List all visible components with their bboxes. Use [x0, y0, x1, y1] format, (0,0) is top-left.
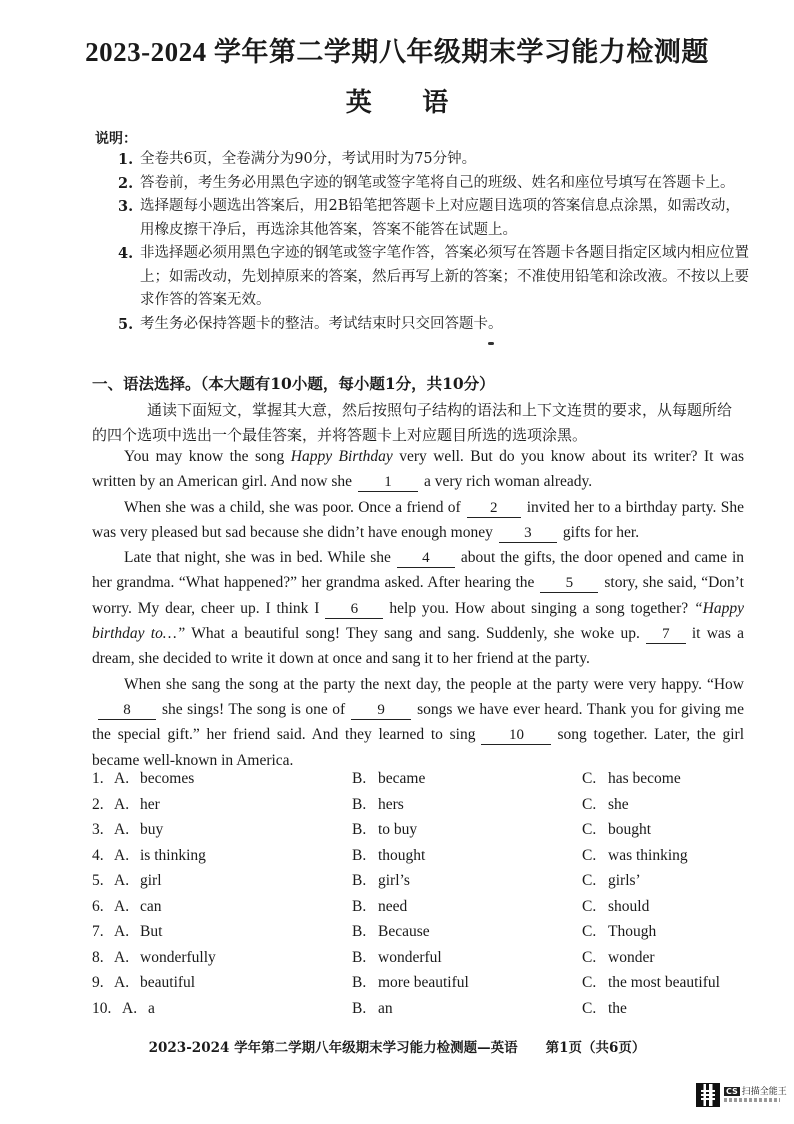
- option-letter: B.: [352, 897, 367, 915]
- option-a[interactable]: [92, 872, 162, 890]
- option-text: girl: [140, 872, 162, 889]
- answer-blank: 4: [397, 549, 455, 568]
- note-item: [118, 172, 750, 196]
- option-b[interactable]: [352, 974, 469, 992]
- question-options: [92, 898, 752, 924]
- answer-blank: 5: [540, 574, 598, 593]
- passage-text: What a beautiful song! They sang and sang. Suddenly, she woke up.: [185, 625, 640, 643]
- option-text: beautiful: [140, 974, 196, 991]
- option-c[interactable]: [582, 923, 656, 941]
- option-letter: A.: [114, 948, 130, 966]
- option-text: bought: [608, 821, 652, 838]
- note-text: 答卷前，考生务必用黑色字迹的钢笔或签字笔将自己的班级、姓名和座位号填写在答题卡上。: [140, 174, 735, 191]
- option-c[interactable]: [582, 898, 649, 916]
- option-text: an: [378, 999, 393, 1017]
- note-item: [118, 148, 750, 172]
- page-number: 第1页（共6页）: [545, 1040, 646, 1056]
- option-b[interactable]: [352, 770, 425, 788]
- option-text: was thinking: [608, 846, 688, 864]
- question-options: [92, 949, 752, 975]
- option-letter: C.: [582, 846, 597, 864]
- option-letter: C.: [582, 821, 597, 838]
- passage-text: about the gifts, the door opened and came in her grandma. “What happened?” her grandma asked. After hearing the: [92, 549, 744, 592]
- option-text: is thinking: [140, 846, 206, 864]
- question-options: [92, 923, 752, 949]
- option-letter: B.: [352, 974, 367, 991]
- passage-text: songs we have ever heard. Thank you for giving me the special gift.” her friend said. And they learned to sing: [92, 700, 744, 744]
- reading-passage: [92, 444, 744, 773]
- option-letter: A.: [122, 999, 138, 1017]
- question-number: 9.: [92, 974, 104, 991]
- option-c[interactable]: [582, 770, 681, 788]
- option-letter: B.: [352, 872, 367, 889]
- note-text: 全卷共6页，全卷满分为90分，考试用时为75分钟。: [140, 151, 477, 167]
- option-letter: C.: [582, 948, 597, 966]
- note-number: 5.: [118, 315, 134, 333]
- option-letter: C.: [582, 795, 597, 813]
- passage-paragraph: [92, 444, 744, 495]
- notes-list: [118, 148, 750, 336]
- answer-blank: 1: [358, 473, 418, 492]
- question-number: 10.: [92, 999, 112, 1017]
- question-options: [92, 770, 752, 796]
- option-text: hers: [378, 795, 404, 813]
- option-text: the: [608, 999, 627, 1017]
- answer-blank: 2: [467, 499, 521, 518]
- option-a[interactable]: [92, 923, 162, 941]
- option-c[interactable]: [582, 949, 655, 967]
- option-letter: C.: [582, 770, 597, 787]
- passage-text: it was a dream, she decided to write it down at once and sang it to her friend at the party.: [92, 625, 744, 668]
- option-a[interactable]: [92, 770, 194, 788]
- answer-blank: 3: [499, 524, 557, 543]
- note-item: [118, 242, 750, 313]
- answer-blank: 10: [481, 726, 551, 745]
- passage-text: story, she said, “Don’t worry. My dear, cheer up. I think I: [92, 574, 744, 617]
- question-options: [92, 872, 752, 898]
- answer-options: [92, 770, 752, 1025]
- question-options: [92, 821, 752, 847]
- subject-title: 英 语: [345, 88, 471, 117]
- option-letter: B.: [352, 795, 367, 813]
- option-letter: A.: [114, 897, 130, 915]
- question-number: 4.: [92, 846, 104, 864]
- option-letter: A.: [114, 846, 130, 864]
- passage-text: When she sang the song at the party the next day, the people at the party were very happy. “How: [124, 675, 744, 693]
- option-text: need: [378, 897, 408, 915]
- passage-text: Late that night, she was in bed. While she: [124, 549, 391, 567]
- note-number: 2.: [118, 174, 134, 192]
- option-text: can: [140, 897, 162, 915]
- option-a[interactable]: [92, 847, 206, 865]
- option-b[interactable]: [352, 949, 442, 967]
- stray-mark: [488, 342, 494, 345]
- option-text: became: [378, 770, 426, 787]
- option-text: should: [608, 897, 650, 915]
- passage-text: invited her to a birthday party. She was very pleased but sad because she didn’t have enough money: [92, 498, 744, 541]
- option-letter: C.: [582, 974, 597, 991]
- option-text: the most beautiful: [608, 974, 720, 991]
- option-letter: B.: [352, 846, 367, 864]
- note-number: 1.: [118, 151, 134, 168]
- note-item: [118, 313, 750, 337]
- option-b[interactable]: [352, 847, 425, 865]
- option-a[interactable]: [92, 949, 216, 967]
- qr-code-icon: [697, 1084, 719, 1106]
- passage-paragraph: [92, 495, 744, 546]
- note-text: 非选择题必须用黑色字迹的钢笔或签字笔作答，答案必须写在答题卡各题目指定区域内相应位置上；如需改动，先划掉原来的答案，然后再写上新的答案；不准使用铅笔和涂改液。不按以上要求作答的答案无效。: [140, 245, 749, 308]
- note-item: [118, 195, 750, 242]
- question-number: 2.: [92, 795, 104, 813]
- option-letter: C.: [582, 923, 597, 940]
- option-text: thought: [378, 846, 426, 864]
- song-lyric: “Happy birthday to…”: [92, 599, 744, 643]
- option-c[interactable]: [582, 974, 720, 992]
- option-text: has become: [608, 770, 681, 787]
- answer-blank: 6: [325, 600, 383, 619]
- option-letter: A.: [114, 974, 130, 991]
- question-options: [92, 1000, 752, 1026]
- option-b[interactable]: [352, 872, 410, 890]
- scanner-subtext: [724, 1098, 780, 1102]
- question-number: 3.: [92, 821, 104, 838]
- option-b[interactable]: [352, 821, 417, 839]
- answer-blank: 9: [351, 701, 411, 720]
- passage-text: gifts for her.: [562, 523, 640, 541]
- option-letter: A.: [114, 821, 130, 838]
- passage-paragraph: [92, 672, 744, 773]
- section-heading: 一、语法选择。（本大题有10小题，每小题1分，共10分）: [92, 374, 495, 393]
- question-options: [92, 796, 752, 822]
- answer-blank: 7: [646, 625, 686, 644]
- passage-text: song together. Later, the girl became well-known in America.: [92, 726, 745, 769]
- option-text: girls’: [608, 872, 641, 889]
- scanner-watermark: [724, 1084, 787, 1097]
- question-number: 6.: [92, 897, 104, 915]
- option-text: she: [608, 795, 629, 813]
- option-letter: A.: [114, 770, 130, 787]
- question-options: [92, 847, 752, 873]
- answer-blank: 8: [98, 701, 156, 720]
- question-number: 1.: [92, 770, 104, 787]
- option-text: becomes: [140, 770, 195, 787]
- option-b[interactable]: [352, 898, 407, 916]
- exam-title: 2023-2024 学年第二学期八年级期末学习能力检测题: [85, 37, 709, 67]
- question-number: 5.: [92, 872, 104, 889]
- question-options: [92, 974, 752, 1000]
- option-letter: B.: [352, 923, 367, 940]
- passage-paragraph: [92, 545, 744, 671]
- option-text: wonderfully: [140, 948, 216, 966]
- page-footer: [0, 1036, 794, 1056]
- option-text: her: [140, 795, 160, 813]
- option-letter: B.: [352, 948, 367, 966]
- option-text: buy: [140, 821, 164, 838]
- option-text: more beautiful: [378, 974, 469, 991]
- option-c[interactable]: [582, 847, 688, 865]
- option-c[interactable]: [582, 796, 629, 814]
- option-letter: B.: [352, 821, 367, 838]
- passage-text: help you. How about singing a song together?: [389, 599, 695, 617]
- option-letter: C.: [582, 999, 597, 1017]
- option-b[interactable]: [352, 796, 404, 814]
- note-text: 选择题每小题选出答案后，用2B铅笔把答题卡上对应题目选项的答案信息点涂黑，如需改动，用橡皮擦干净后，再选涂其他答案，答案不能答在试题上。: [140, 198, 740, 238]
- option-c[interactable]: [582, 1000, 627, 1018]
- option-c[interactable]: [582, 821, 651, 839]
- option-text: wonder: [608, 948, 655, 966]
- option-letter: B.: [352, 770, 367, 787]
- passage-text: When she was a child, she was poor. Once a friend of: [124, 498, 461, 516]
- question-number: 7.: [92, 923, 104, 940]
- section-instructions: 通读下面短文，掌握其大意，然后按照句子结构的语法和上下文连贯的要求，从每题所给的四个选项中选出一个最佳答案，并将答题卡上对应题目所选的选项涂黑。: [92, 401, 733, 444]
- passage-text: she sings! The song is one of: [162, 700, 346, 718]
- option-text: to buy: [378, 821, 418, 838]
- option-c[interactable]: [582, 872, 641, 890]
- option-text: wonderful: [378, 948, 442, 966]
- question-number: 8.: [92, 948, 104, 966]
- option-text: Though: [608, 923, 657, 940]
- passage-text: You may know the song: [124, 448, 291, 465]
- cs-logo-icon: CS: [726, 1087, 738, 1096]
- scanner-label: 扫描全能王: [741, 1087, 787, 1097]
- passage-text: very well. But do you know about its writer? It was written by an American girl. And now she: [92, 448, 745, 491]
- option-letter: B.: [352, 999, 367, 1017]
- option-a[interactable]: [92, 821, 163, 839]
- option-letter: C.: [582, 897, 597, 915]
- option-text: a: [148, 999, 155, 1017]
- song-title: Happy Birthday: [290, 448, 393, 465]
- option-text: girl’s: [378, 872, 410, 889]
- option-text: But: [140, 923, 163, 940]
- note-number: 3.: [118, 198, 134, 215]
- option-b[interactable]: [352, 923, 430, 941]
- option-a[interactable]: [92, 974, 195, 992]
- footer-title: 2023-2024 学年第二学期八年级期末学习能力检测题—英语: [148, 1040, 518, 1056]
- option-a[interactable]: [92, 796, 160, 814]
- notes-heading: 说明：: [95, 132, 137, 147]
- option-b[interactable]: [352, 1000, 393, 1018]
- passage-text: a very rich woman already.: [424, 473, 593, 491]
- option-text: Because: [378, 923, 430, 940]
- option-a[interactable]: [92, 1000, 155, 1018]
- option-a[interactable]: [92, 898, 162, 916]
- option-letter: A.: [114, 923, 130, 940]
- option-letter: A.: [114, 872, 130, 889]
- note-text: 考生务必保持答题卡的整洁。考试结束时只交回答题卡。: [140, 315, 503, 332]
- note-number: 4.: [118, 245, 134, 262]
- option-letter: C.: [582, 872, 597, 889]
- option-letter: A.: [114, 795, 130, 813]
